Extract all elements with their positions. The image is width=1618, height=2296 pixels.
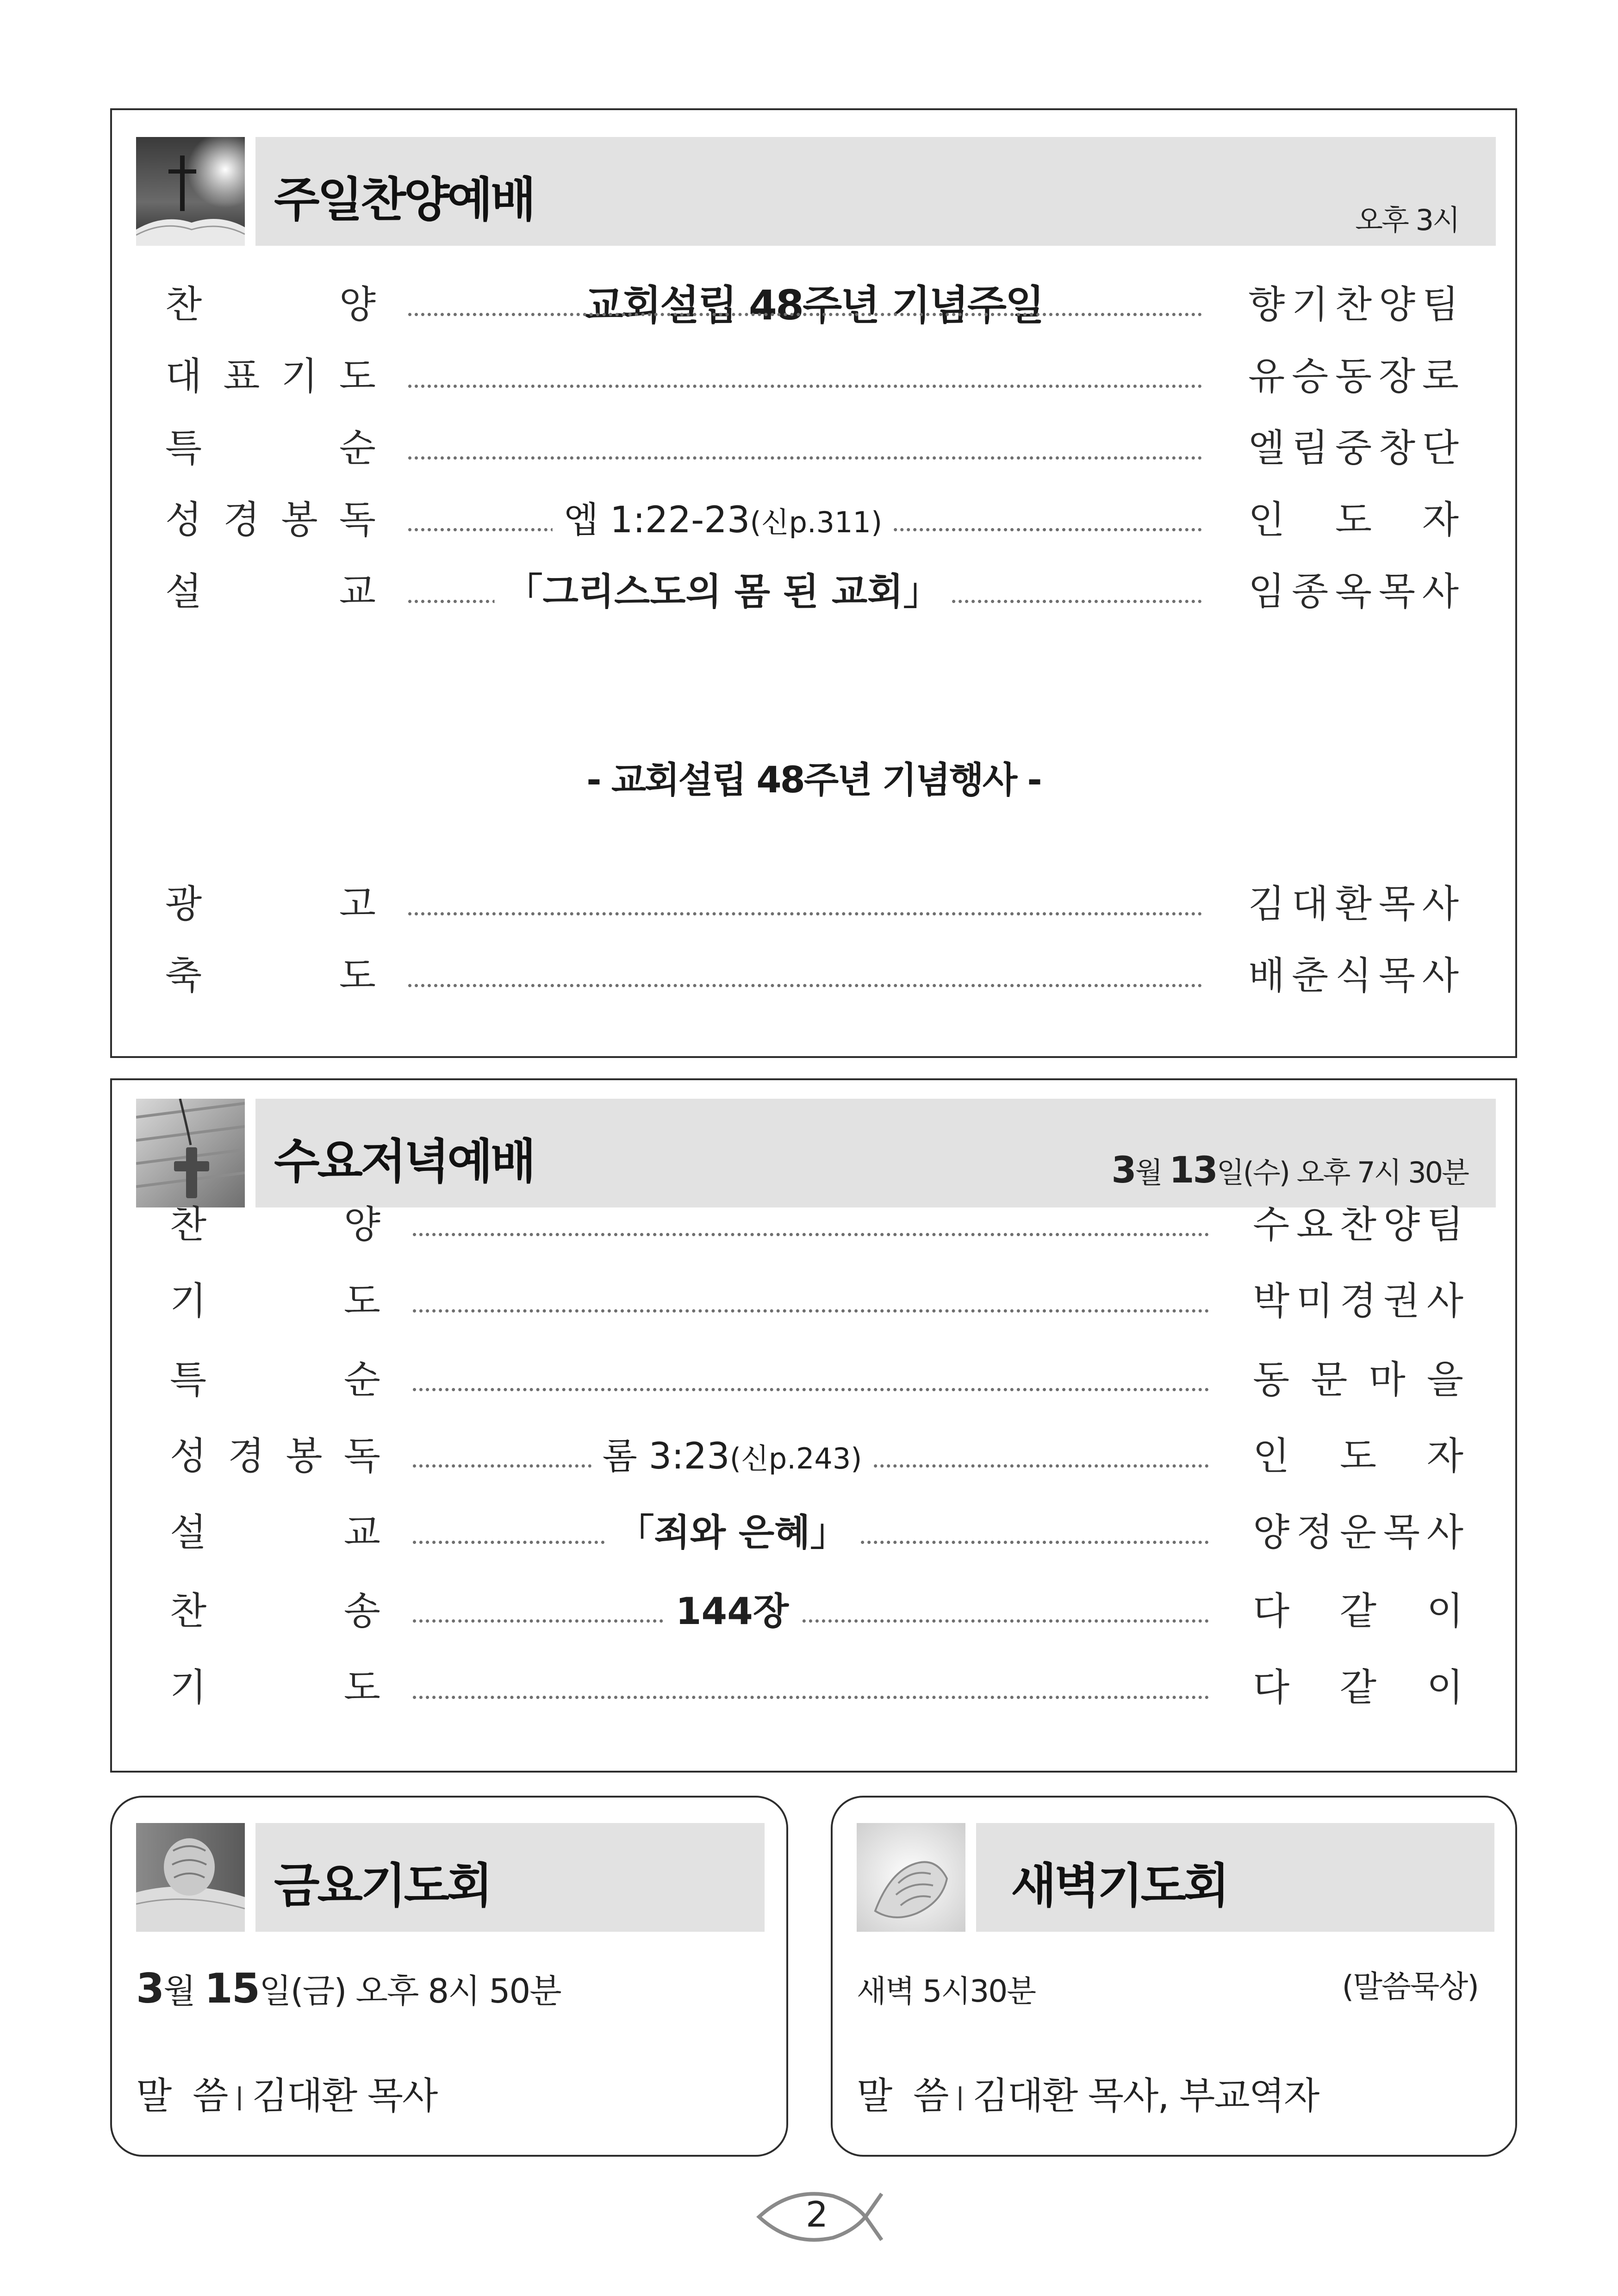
separator	[238, 2086, 241, 2110]
label-char: 양	[339, 283, 376, 327]
label-char: 찬	[165, 283, 202, 327]
section-title: 수요저녁예배	[274, 1134, 534, 1189]
program-person: 배 춘 식 목 사	[1248, 954, 1459, 998]
meeting-time: 새벽 5시30분	[857, 1973, 1035, 2009]
speaker-line	[136, 2066, 437, 2119]
label-char: 도	[339, 355, 376, 398]
speaker-label: 말 씀	[857, 2074, 948, 2117]
day: 15	[204, 1965, 260, 2012]
label-char: 독	[343, 1434, 380, 1478]
program-detail: 롬 3:23(신p.243)	[591, 1431, 873, 1484]
program-row	[112, 1355, 1515, 1406]
program-detail: 「죄와 은혜」	[606, 1507, 859, 1558]
program-person: 김 대 환 목 사	[1248, 882, 1459, 926]
friday-prayer-section	[110, 1796, 788, 2157]
day-unit: 일(수) 오후 7시 30분	[1216, 1156, 1468, 1189]
label-char: 광	[165, 882, 202, 926]
dawn-prayer-section	[831, 1796, 1517, 2157]
label-char: 고	[339, 882, 376, 926]
program-person: 다 같 이	[1253, 1666, 1463, 1710]
label-char: 설	[170, 1511, 207, 1555]
leader-dots	[408, 385, 1202, 388]
program-detail: 144장	[665, 1586, 800, 1637]
sunday-header-bar	[255, 137, 1496, 246]
section-title: 주일찬양예배	[274, 173, 534, 228]
wednesday-service-section	[110, 1078, 1517, 1773]
program-label	[170, 1200, 380, 1251]
label-char: 송	[343, 1589, 380, 1633]
program-row	[112, 351, 1515, 402]
label-char: 기	[281, 355, 318, 398]
program-label	[170, 1355, 380, 1406]
label-char: 교	[343, 1511, 380, 1555]
label-char: 성	[170, 1434, 207, 1478]
program-person: 향 기 찬 양 팀	[1248, 283, 1459, 327]
event-title: - 교회설립 48주년 기념행사 -	[586, 759, 1041, 801]
month-unit: 월	[1135, 1156, 1170, 1189]
program-label	[170, 1586, 380, 1637]
program-detail: 「그리스도의 몸 된 교회」	[494, 566, 951, 617]
program-label	[165, 566, 376, 617]
label-char: 도	[339, 954, 376, 998]
label-char: 양	[343, 1203, 380, 1247]
leader-dots	[408, 912, 1202, 915]
label-char: 설	[165, 570, 202, 614]
program-label	[170, 1276, 380, 1327]
program-row	[112, 951, 1515, 1002]
program-row	[112, 1276, 1515, 1327]
program-row	[112, 1586, 1515, 1637]
label-char: 봉	[281, 498, 318, 542]
program-row	[112, 566, 1515, 617]
program-person: 유 승 동 장 로	[1248, 355, 1459, 398]
program-person: 동 문 마 을	[1253, 1358, 1463, 1402]
sunday-service-section	[110, 108, 1517, 1058]
service-time	[1111, 1150, 1468, 1191]
meeting-time	[136, 1964, 561, 2012]
label-char: 교	[339, 570, 376, 614]
program-label	[165, 495, 376, 546]
section-title: 새벽기도회	[1011, 1859, 1227, 1914]
leader-dots	[413, 1619, 1209, 1623]
speaker-line	[857, 2066, 1319, 2119]
program-row	[112, 1431, 1515, 1482]
program-person: 엘 림 중 창 단	[1248, 426, 1459, 470]
program-person: 수 요 찬 양 팀	[1253, 1203, 1463, 1247]
cross-candle-image	[136, 137, 245, 246]
speaker-name: 김대환 목사	[252, 2074, 437, 2117]
leader-dots	[408, 313, 1202, 316]
program-detail: 엡 1:22-23(신p.311)	[553, 495, 893, 548]
program-label	[170, 1662, 380, 1713]
program-person: 양 정 운 목 사	[1253, 1511, 1463, 1555]
program-row	[112, 1200, 1515, 1251]
program-person: 다 같 이	[1253, 1589, 1463, 1633]
program-label	[170, 1431, 380, 1482]
label-char: 순	[339, 426, 376, 470]
label-char: 도	[343, 1279, 380, 1323]
day: 13	[1169, 1150, 1217, 1191]
meeting-note: (말씀묵상)	[1342, 1969, 1478, 2004]
month: 3	[1111, 1150, 1135, 1191]
month: 3	[136, 1965, 164, 2012]
label-char: 경	[228, 1434, 265, 1478]
label-char: 찬	[170, 1589, 207, 1633]
program-person: 인 도 자	[1248, 498, 1459, 542]
program-label	[170, 1507, 380, 1558]
program-row	[112, 280, 1515, 330]
label-char: 특	[170, 1358, 207, 1402]
leader-dots	[413, 1233, 1209, 1236]
leader-dots	[413, 1309, 1209, 1313]
label-char: 기	[170, 1666, 207, 1710]
label-char: 도	[343, 1666, 380, 1710]
page-number-area	[754, 2184, 884, 2249]
day-unit: 일(금) 오후 8시 50분	[259, 1972, 561, 2010]
leader-dots	[413, 1696, 1209, 1699]
label-char: 순	[343, 1358, 380, 1402]
program-label	[165, 879, 376, 930]
label-char: 기	[170, 1279, 207, 1323]
program-person: 임 종 옥 목 사	[1248, 570, 1459, 614]
speaker-label: 말 씀	[136, 2074, 228, 2117]
section-subtitle: 교회설립 48주년 기념주일	[584, 281, 1043, 329]
program-row	[112, 879, 1515, 930]
dawn-header-bar	[976, 1823, 1494, 1932]
label-char: 표	[223, 355, 260, 398]
program-row	[112, 495, 1515, 546]
praying-hands-bible-image	[136, 1823, 245, 1932]
label-char: 찬	[170, 1203, 207, 1247]
label-char: 봉	[286, 1434, 323, 1478]
label-char: 독	[339, 498, 376, 542]
label-char: 축	[165, 954, 202, 998]
praying-hands-image	[857, 1823, 965, 1932]
service-time: 오후 3시	[1355, 203, 1459, 237]
program-label	[165, 351, 376, 402]
label-char: 경	[223, 498, 260, 542]
program-row	[112, 423, 1515, 474]
cross-necklace-image	[136, 1099, 245, 1207]
program-label	[165, 280, 376, 330]
program-row	[112, 1662, 1515, 1713]
leader-dots	[413, 1388, 1209, 1391]
program-person: 박 미 경 권 사	[1253, 1279, 1463, 1323]
friday-header-bar	[255, 1823, 765, 1932]
label-char: 대	[165, 355, 202, 398]
program-label	[165, 951, 376, 1002]
program-row	[112, 1507, 1515, 1558]
leader-dots	[408, 456, 1202, 460]
month-unit: 월	[163, 1972, 205, 2010]
program-label	[165, 423, 376, 474]
program-person: 인 도 자	[1253, 1434, 1463, 1478]
label-char: 특	[165, 426, 202, 470]
label-char: 성	[165, 498, 202, 542]
speaker-name: 김대환 목사, 부교역자	[972, 2074, 1319, 2117]
separator	[959, 2086, 961, 2110]
wednesday-header-bar	[255, 1099, 1496, 1207]
section-title: 금요기도회	[274, 1859, 491, 1914]
page-number: 2	[805, 2194, 828, 2235]
leader-dots	[408, 984, 1202, 987]
